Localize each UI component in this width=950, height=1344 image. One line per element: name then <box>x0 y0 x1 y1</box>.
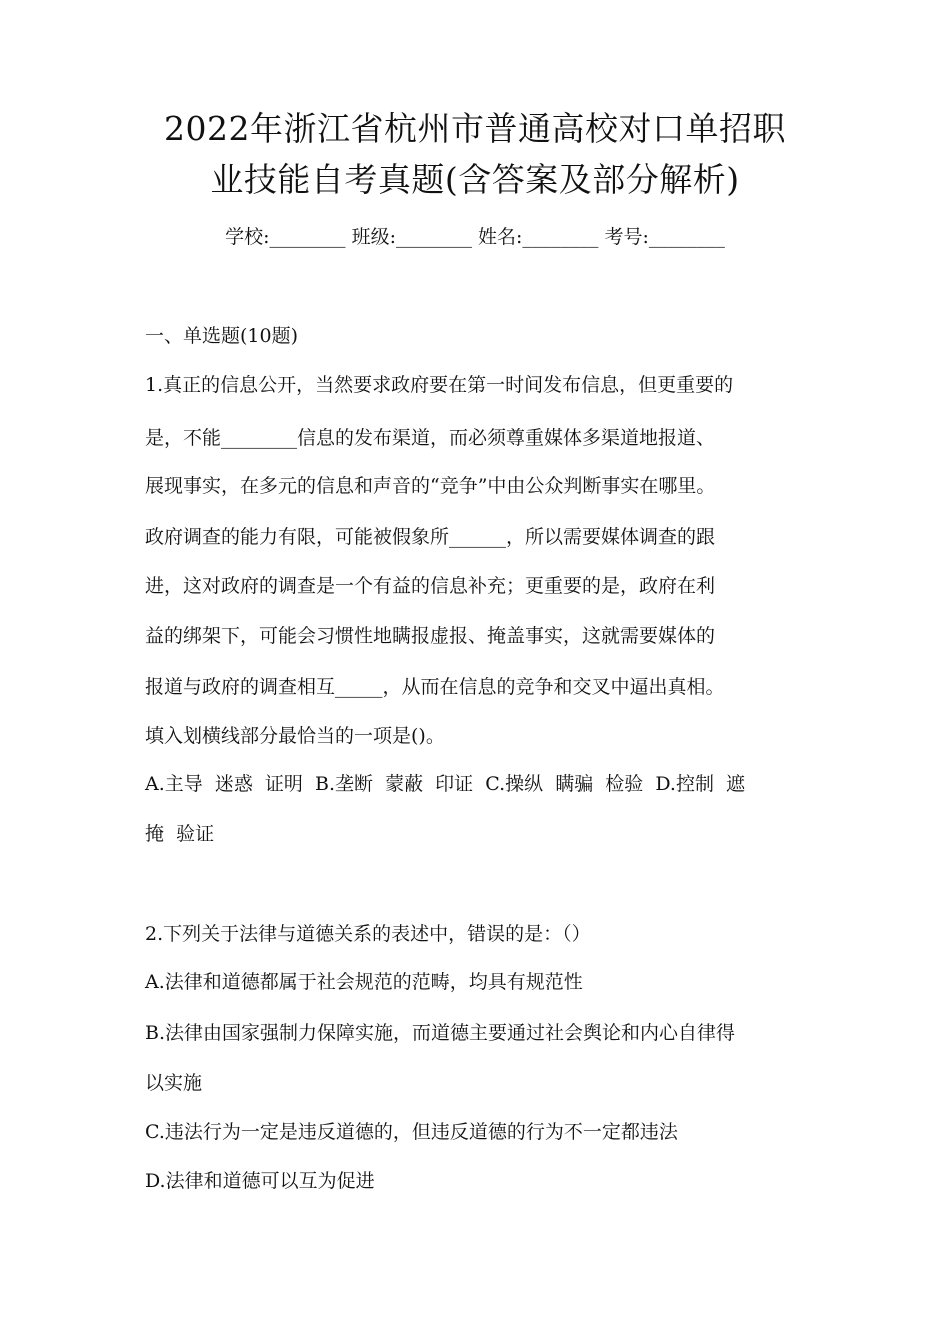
question-1-text-line: 填入划横线部分最恰当的一项是()。 <box>145 725 445 747</box>
question-1-text-line: 进，这对政府的调查是一个有益的信息补充；更重要的是，政府在利 <box>145 575 716 597</box>
question-1-options-line: 掩 验证 <box>145 823 215 845</box>
question-1-options-line: A.主导 迷惑 证明 B.垄断 蒙蔽 印证 C.操纵 瞒骗 检验 D.控制 遮 <box>145 773 746 795</box>
question-2-option-b-continued: 以实施 <box>145 1072 203 1094</box>
section-heading: 一、单选题(10题) <box>145 325 299 347</box>
question-1-text-line: 展现事实，在多元的信息和声音的“竞争”中由公众判断事实在哪里。 <box>145 475 716 497</box>
question-2-option-a: A.法律和道德都属于社会规范的范畴，均具有规范性 <box>145 971 583 993</box>
question-1-text-line: 政府调查的能力有限，可能被假象所______，所以需要媒体调查的跟 <box>145 526 716 548</box>
question-2-option-c: C.违法行为一定是违反道德的，但违反道德的行为不一定都违法 <box>145 1121 678 1143</box>
document-title-line-1: 2022年浙江省杭州市普通高校对口单招职 <box>164 109 786 148</box>
document-title-line-2: 业技能自考真题(含答案及部分解析) <box>210 160 740 199</box>
question-1-text-line: 1.真正的信息公开，当然要求政府要在第一时间发布信息，但更重要的 <box>145 374 734 396</box>
student-info-line: 学校:________ 班级:________ 姓名:________ 考号:________ <box>225 226 725 248</box>
question-1-text-line: 是，不能________信息的发布渠道，而必须尊重媒体多渠道地报道、 <box>145 427 716 449</box>
question-1-text-line: 报道与政府的调查相互_____，从而在信息的竞争和交叉中逼出真相。 <box>145 676 725 698</box>
question-2-option-b: B.法律由国家强制力保障实施，而道德主要通过社会舆论和内心自律得 <box>145 1022 736 1044</box>
question-1-text-line: 益的绑架下，可能会习惯性地瞒报虚报、掩盖事实，这就需要媒体的 <box>145 625 716 647</box>
question-2-option-d: D.法律和道德可以互为促进 <box>145 1170 375 1192</box>
question-2-text-line: 2.下列关于法律与道德关系的表述中，错误的是：（） <box>145 923 591 945</box>
